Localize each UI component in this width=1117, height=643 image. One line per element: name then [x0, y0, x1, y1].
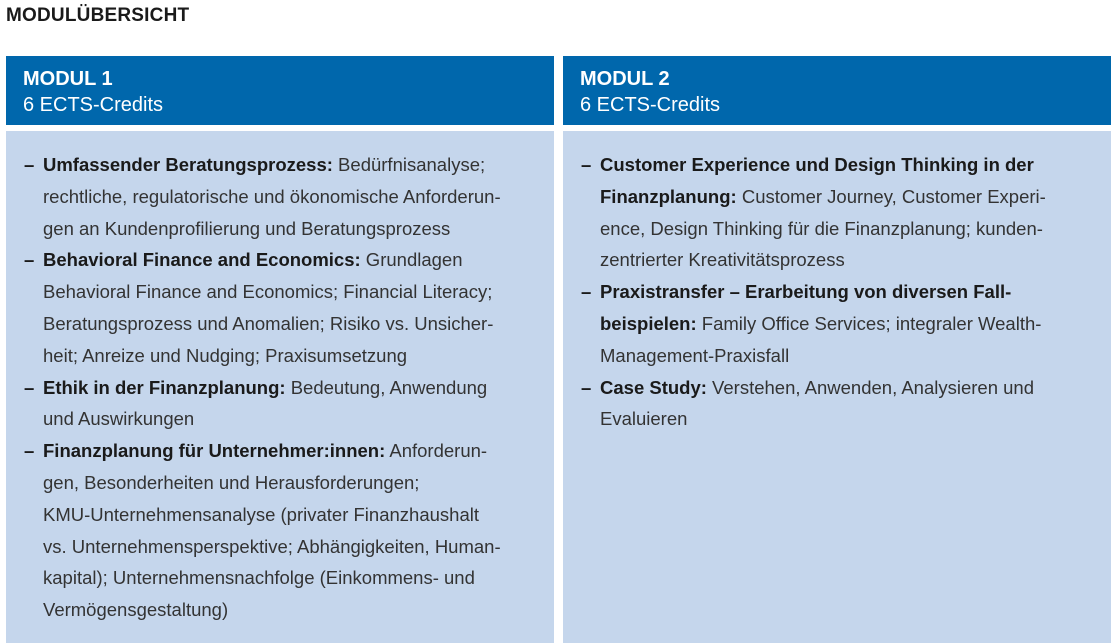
topic-line	[600, 181, 1093, 213]
topic-heading: Case Study:	[600, 376, 707, 398]
topic-line	[600, 149, 1093, 181]
topic-text: Bedürfnisanalyse;	[332, 154, 486, 175]
bullet-dash: –	[581, 154, 592, 175]
topic-line	[43, 340, 536, 372]
topic-list	[24, 149, 536, 626]
topic-line	[43, 244, 536, 276]
topic-item	[581, 276, 1093, 371]
bullet-dash: –	[24, 376, 35, 398]
topic-line	[600, 403, 1093, 435]
topic-text: Anforderun-	[385, 440, 488, 462]
topic-text: Verstehen, Anwenden, Analysieren und	[706, 376, 1034, 398]
topic-line	[600, 308, 1093, 340]
topic-text: Vermögensgestaltung)	[43, 599, 229, 621]
topic-line	[43, 499, 536, 531]
topic-text: gen, Besonderheiten und Herausforderungen;	[43, 471, 420, 493]
module-title: MODUL 2	[580, 68, 670, 90]
topic-item	[24, 372, 536, 436]
bullet-dash: –	[581, 376, 592, 398]
topic-line	[43, 213, 536, 245]
module-header	[6, 56, 554, 125]
topic-text: rechtliche, regulatorische und ökonomische Anforderun-	[43, 185, 501, 207]
topic-text: vs. Unternehmensperspektive; Abhängigkeiten, Human-	[43, 535, 501, 557]
topic-line	[43, 149, 536, 181]
topic-text: Behavioral Finance and Economics; Financial Literacy;	[43, 281, 493, 303]
topic-text: ence, Design Thinking für die Finanzplanung; kunden-	[600, 217, 1043, 239]
topic-list	[581, 149, 1093, 435]
bullet-dash: –	[24, 249, 35, 271]
topic-line	[43, 562, 536, 594]
topic-heading: Customer Experience und Design Thinking in der	[600, 154, 1034, 175]
topic-item	[24, 435, 536, 626]
topic-text: KMU-Unternehmensanalyse (privater Finanzhaushalt	[43, 503, 479, 525]
topic-text: zentrierter Kreativitätsprozess	[600, 249, 845, 271]
topic-text: Customer Journey, Customer Experi-	[736, 185, 1046, 207]
topic-text: und Auswirkungen	[43, 408, 195, 430]
topic-line	[43, 181, 536, 213]
module-header	[563, 56, 1111, 125]
module-body	[563, 131, 1111, 643]
topic-line	[43, 308, 536, 340]
topic-text: Grundlagen	[360, 249, 463, 271]
module-card-1	[6, 56, 554, 643]
topic-text: heit; Anreize und Nudging; Praxisumsetzung	[43, 344, 408, 366]
topic-heading: Praxistransfer – Erarbeitung von diversen Fall-	[600, 281, 1012, 303]
topic-line	[600, 340, 1093, 372]
topic-text: Beratungsprozess und Anomalien; Risiko vs. Unsicher-	[43, 312, 494, 334]
topic-text: Family Office Services; integraler Wealth-	[696, 312, 1042, 334]
topic-heading: Ethik in der Finanzplanung:	[43, 376, 286, 398]
topic-line	[600, 244, 1093, 276]
topic-heading: Finanzplanung für Unternehmer:innen:	[43, 440, 386, 462]
topic-text: Evaluieren	[600, 408, 688, 430]
topic-line	[43, 594, 536, 626]
topic-line	[43, 467, 536, 499]
topic-item	[24, 149, 536, 244]
topic-heading: Umfassender Beratungsprozess:	[43, 154, 333, 175]
topic-heading: Behavioral Finance and Economics:	[43, 249, 361, 271]
module-title: MODUL 1	[23, 68, 113, 90]
module-credits: 6 ECTS-Credits	[580, 94, 721, 116]
topic-item	[24, 244, 536, 371]
bullet-dash: –	[24, 440, 35, 462]
topic-item	[581, 372, 1093, 436]
topic-line	[43, 276, 536, 308]
module-card-2	[563, 56, 1111, 643]
topic-line	[43, 435, 536, 467]
topic-heading: beispielen:	[600, 312, 697, 334]
bullet-dash: –	[581, 281, 592, 303]
topic-heading: Finanzplanung:	[600, 185, 737, 207]
topic-line	[600, 213, 1093, 245]
module-credits: 6 ECTS-Credits	[23, 94, 164, 116]
topic-line	[43, 531, 536, 563]
topic-line	[43, 403, 536, 435]
bullet-dash: –	[24, 154, 35, 175]
topic-line	[600, 372, 1093, 404]
topic-line	[600, 276, 1093, 308]
module-body	[6, 131, 554, 643]
topic-line	[43, 372, 536, 404]
topic-item	[581, 149, 1093, 276]
topic-text: gen an Kundenprofilierung und Beratungsprozess	[43, 217, 451, 239]
page-title: MODULÜBERSICHT	[6, 5, 190, 26]
topic-text: kapital); Unternehmensnachfolge (Einkommens- und	[43, 567, 475, 589]
topic-text: Management-Praxisfall	[600, 344, 790, 366]
topic-text: Bedeutung, Anwendung	[285, 376, 488, 398]
